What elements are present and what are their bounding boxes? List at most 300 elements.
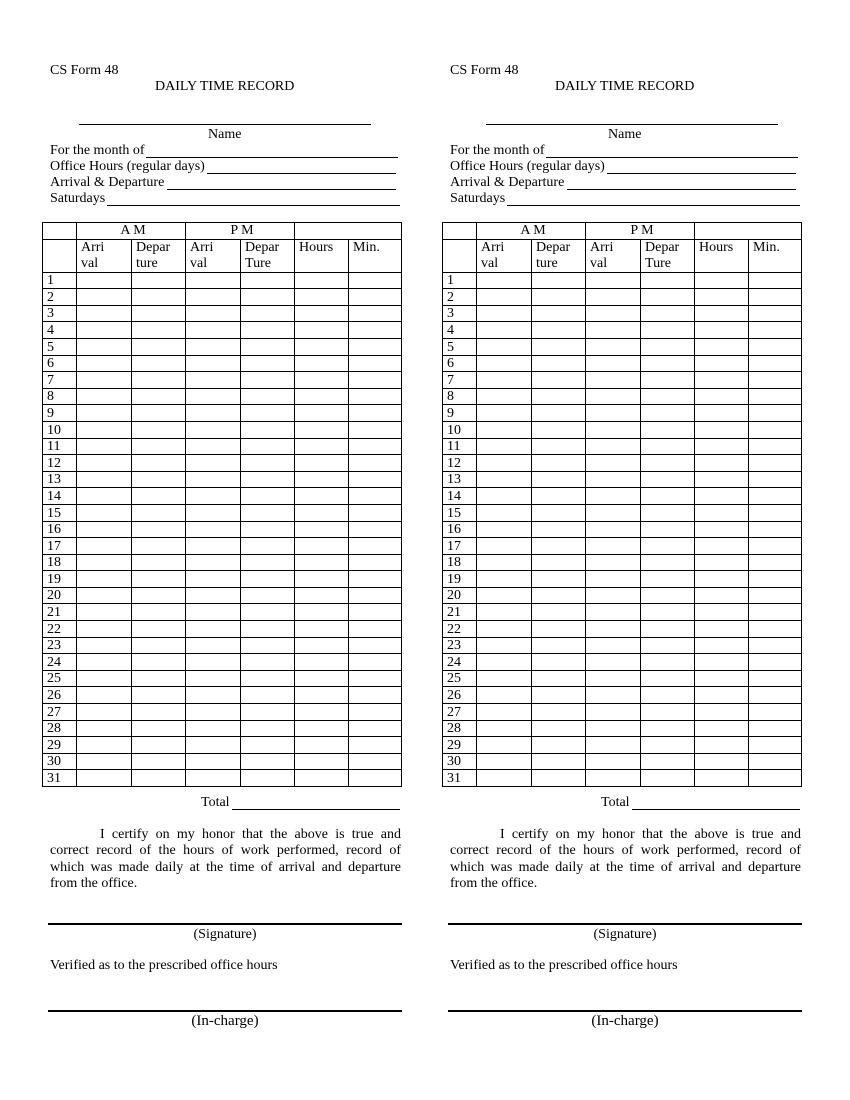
am-departure-cell[interactable] [132, 554, 186, 571]
am-departure-cell[interactable] [132, 687, 186, 704]
minutes-cell[interactable] [349, 753, 402, 770]
minutes-cell[interactable] [749, 438, 802, 455]
hours-cell[interactable] [695, 770, 749, 787]
total-field[interactable] [632, 809, 800, 810]
am-arrival-cell[interactable] [477, 488, 532, 505]
minutes-cell[interactable] [349, 670, 402, 687]
pm-arrival-cell[interactable] [586, 571, 641, 588]
minutes-cell[interactable] [349, 571, 402, 588]
am-departure-cell[interactable] [132, 770, 186, 787]
am-arrival-cell[interactable] [77, 587, 132, 604]
pm-departure-cell[interactable] [241, 455, 295, 472]
minutes-cell[interactable] [349, 488, 402, 505]
pm-departure-cell[interactable] [241, 554, 295, 571]
minutes-cell[interactable] [749, 554, 802, 571]
signature-line[interactable] [48, 923, 402, 925]
am-departure-cell[interactable] [132, 571, 186, 588]
am-departure-cell[interactable] [132, 670, 186, 687]
am-departure-cell[interactable] [132, 654, 186, 671]
pm-arrival-cell[interactable] [186, 687, 241, 704]
am-departure-cell[interactable] [532, 372, 586, 389]
pm-departure-cell[interactable] [641, 637, 695, 654]
pm-departure-cell[interactable] [241, 687, 295, 704]
pm-departure-cell[interactable] [641, 504, 695, 521]
am-departure-cell[interactable] [532, 322, 586, 339]
minutes-cell[interactable] [749, 372, 802, 389]
pm-departure-cell[interactable] [241, 704, 295, 721]
am-arrival-cell[interactable] [77, 571, 132, 588]
am-departure-cell[interactable] [532, 521, 586, 538]
am-departure-cell[interactable] [132, 737, 186, 754]
am-departure-cell[interactable] [532, 753, 586, 770]
pm-arrival-cell[interactable] [186, 720, 241, 737]
pm-arrival-cell[interactable] [586, 388, 641, 405]
minutes-cell[interactable] [749, 272, 802, 289]
pm-departure-cell[interactable] [641, 587, 695, 604]
minutes-cell[interactable] [749, 488, 802, 505]
hours-cell[interactable] [295, 554, 349, 571]
pm-arrival-cell[interactable] [186, 538, 241, 555]
incharge-line[interactable] [448, 1010, 802, 1012]
hours-cell[interactable] [295, 338, 349, 355]
am-arrival-cell[interactable] [77, 753, 132, 770]
am-departure-cell[interactable] [132, 488, 186, 505]
am-arrival-cell[interactable] [77, 538, 132, 555]
am-arrival-cell[interactable] [477, 322, 532, 339]
minutes-cell[interactable] [349, 521, 402, 538]
pm-departure-cell[interactable] [241, 372, 295, 389]
pm-departure-cell[interactable] [641, 737, 695, 754]
am-departure-cell[interactable] [532, 388, 586, 405]
hours-cell[interactable] [695, 554, 749, 571]
am-departure-cell[interactable] [532, 770, 586, 787]
pm-arrival-cell[interactable] [186, 438, 241, 455]
pm-arrival-cell[interactable] [186, 704, 241, 721]
am-arrival-cell[interactable] [77, 455, 132, 472]
hours-cell[interactable] [295, 305, 349, 322]
hours-cell[interactable] [295, 421, 349, 438]
pm-arrival-cell[interactable] [186, 521, 241, 538]
am-arrival-cell[interactable] [477, 338, 532, 355]
hours-cell[interactable] [695, 388, 749, 405]
am-arrival-cell[interactable] [477, 471, 532, 488]
am-departure-cell[interactable] [532, 604, 586, 621]
pm-arrival-cell[interactable] [186, 637, 241, 654]
hours-cell[interactable] [295, 637, 349, 654]
pm-arrival-cell[interactable] [186, 621, 241, 638]
saturdays-field[interactable] [107, 205, 400, 206]
minutes-cell[interactable] [349, 355, 402, 372]
pm-arrival-cell[interactable] [586, 289, 641, 306]
pm-departure-cell[interactable] [241, 604, 295, 621]
hours-cell[interactable] [695, 737, 749, 754]
am-departure-cell[interactable] [132, 405, 186, 422]
pm-departure-cell[interactable] [241, 538, 295, 555]
pm-arrival-cell[interactable] [586, 455, 641, 472]
pm-departure-cell[interactable] [241, 405, 295, 422]
pm-arrival-cell[interactable] [586, 421, 641, 438]
pm-arrival-cell[interactable] [586, 272, 641, 289]
pm-departure-cell[interactable] [241, 571, 295, 588]
pm-arrival-cell[interactable] [186, 604, 241, 621]
pm-departure-cell[interactable] [641, 272, 695, 289]
pm-departure-cell[interactable] [241, 421, 295, 438]
pm-arrival-cell[interactable] [186, 770, 241, 787]
pm-departure-cell[interactable] [641, 654, 695, 671]
pm-departure-cell[interactable] [641, 571, 695, 588]
minutes-cell[interactable] [749, 737, 802, 754]
pm-arrival-cell[interactable] [586, 538, 641, 555]
pm-arrival-cell[interactable] [186, 554, 241, 571]
pm-departure-cell[interactable] [241, 753, 295, 770]
pm-departure-cell[interactable] [641, 405, 695, 422]
am-arrival-cell[interactable] [477, 604, 532, 621]
pm-arrival-cell[interactable] [186, 272, 241, 289]
incharge-line[interactable] [48, 1010, 402, 1012]
total-field[interactable] [232, 809, 400, 810]
pm-departure-cell[interactable] [641, 372, 695, 389]
pm-arrival-cell[interactable] [586, 704, 641, 721]
hours-cell[interactable] [295, 289, 349, 306]
am-departure-cell[interactable] [532, 587, 586, 604]
pm-departure-cell[interactable] [241, 355, 295, 372]
hours-cell[interactable] [295, 587, 349, 604]
am-departure-cell[interactable] [132, 372, 186, 389]
pm-departure-cell[interactable] [641, 770, 695, 787]
hours-cell[interactable] [295, 538, 349, 555]
am-departure-cell[interactable] [132, 704, 186, 721]
pm-departure-cell[interactable] [641, 720, 695, 737]
minutes-cell[interactable] [749, 521, 802, 538]
pm-departure-cell[interactable] [241, 305, 295, 322]
am-departure-cell[interactable] [132, 538, 186, 555]
hours-cell[interactable] [295, 355, 349, 372]
month-field[interactable] [146, 157, 398, 158]
pm-departure-cell[interactable] [641, 455, 695, 472]
hours-cell[interactable] [695, 438, 749, 455]
minutes-cell[interactable] [349, 538, 402, 555]
hours-cell[interactable] [695, 322, 749, 339]
am-arrival-cell[interactable] [477, 720, 532, 737]
minutes-cell[interactable] [749, 704, 802, 721]
hours-cell[interactable] [295, 372, 349, 389]
hours-cell[interactable] [295, 770, 349, 787]
hours-cell[interactable] [695, 571, 749, 588]
minutes-cell[interactable] [749, 421, 802, 438]
am-departure-cell[interactable] [532, 538, 586, 555]
am-arrival-cell[interactable] [477, 554, 532, 571]
pm-arrival-cell[interactable] [186, 355, 241, 372]
minutes-cell[interactable] [749, 504, 802, 521]
am-departure-cell[interactable] [132, 720, 186, 737]
minutes-cell[interactable] [749, 388, 802, 405]
am-arrival-cell[interactable] [477, 421, 532, 438]
pm-arrival-cell[interactable] [186, 471, 241, 488]
office-hours-field[interactable] [607, 173, 796, 174]
am-departure-cell[interactable] [532, 405, 586, 422]
minutes-cell[interactable] [349, 289, 402, 306]
hours-cell[interactable] [295, 670, 349, 687]
am-departure-cell[interactable] [532, 421, 586, 438]
am-arrival-cell[interactable] [77, 637, 132, 654]
minutes-cell[interactable] [349, 372, 402, 389]
pm-arrival-cell[interactable] [586, 554, 641, 571]
pm-arrival-cell[interactable] [586, 753, 641, 770]
am-arrival-cell[interactable] [77, 372, 132, 389]
minutes-cell[interactable] [349, 504, 402, 521]
am-arrival-cell[interactable] [77, 388, 132, 405]
minutes-cell[interactable] [349, 471, 402, 488]
hours-cell[interactable] [295, 753, 349, 770]
hours-cell[interactable] [695, 621, 749, 638]
minutes-cell[interactable] [349, 604, 402, 621]
pm-departure-cell[interactable] [641, 488, 695, 505]
am-departure-cell[interactable] [532, 554, 586, 571]
am-arrival-cell[interactable] [477, 438, 532, 455]
pm-arrival-cell[interactable] [186, 571, 241, 588]
am-arrival-cell[interactable] [477, 654, 532, 671]
pm-departure-cell[interactable] [241, 438, 295, 455]
pm-departure-cell[interactable] [241, 272, 295, 289]
am-departure-cell[interactable] [532, 289, 586, 306]
am-departure-cell[interactable] [532, 455, 586, 472]
minutes-cell[interactable] [349, 720, 402, 737]
hours-cell[interactable] [695, 305, 749, 322]
pm-arrival-cell[interactable] [586, 720, 641, 737]
am-arrival-cell[interactable] [77, 338, 132, 355]
am-arrival-cell[interactable] [77, 471, 132, 488]
pm-arrival-cell[interactable] [186, 670, 241, 687]
hours-cell[interactable] [695, 504, 749, 521]
am-departure-cell[interactable] [532, 637, 586, 654]
hours-cell[interactable] [295, 455, 349, 472]
minutes-cell[interactable] [349, 272, 402, 289]
minutes-cell[interactable] [749, 637, 802, 654]
am-departure-cell[interactable] [132, 455, 186, 472]
minutes-cell[interactable] [749, 753, 802, 770]
minutes-cell[interactable] [749, 538, 802, 555]
hours-cell[interactable] [295, 438, 349, 455]
pm-departure-cell[interactable] [641, 538, 695, 555]
minutes-cell[interactable] [349, 587, 402, 604]
minutes-cell[interactable] [349, 704, 402, 721]
pm-arrival-cell[interactable] [586, 521, 641, 538]
minutes-cell[interactable] [749, 604, 802, 621]
am-arrival-cell[interactable] [477, 504, 532, 521]
minutes-cell[interactable] [349, 388, 402, 405]
minutes-cell[interactable] [749, 587, 802, 604]
pm-arrival-cell[interactable] [186, 405, 241, 422]
minutes-cell[interactable] [349, 405, 402, 422]
pm-arrival-cell[interactable] [586, 488, 641, 505]
am-arrival-cell[interactable] [477, 372, 532, 389]
hours-cell[interactable] [295, 704, 349, 721]
hours-cell[interactable] [295, 720, 349, 737]
pm-departure-cell[interactable] [641, 305, 695, 322]
minutes-cell[interactable] [349, 687, 402, 704]
am-arrival-cell[interactable] [77, 654, 132, 671]
pm-arrival-cell[interactable] [586, 604, 641, 621]
month-field[interactable] [546, 157, 798, 158]
pm-departure-cell[interactable] [241, 770, 295, 787]
pm-departure-cell[interactable] [241, 670, 295, 687]
hours-cell[interactable] [695, 488, 749, 505]
am-departure-cell[interactable] [532, 687, 586, 704]
am-arrival-cell[interactable] [477, 272, 532, 289]
hours-cell[interactable] [695, 338, 749, 355]
am-arrival-cell[interactable] [77, 504, 132, 521]
am-arrival-cell[interactable] [77, 554, 132, 571]
hours-cell[interactable] [695, 637, 749, 654]
am-arrival-cell[interactable] [77, 322, 132, 339]
hours-cell[interactable] [695, 687, 749, 704]
pm-departure-cell[interactable] [241, 289, 295, 306]
pm-arrival-cell[interactable] [586, 372, 641, 389]
pm-departure-cell[interactable] [241, 654, 295, 671]
minutes-cell[interactable] [749, 289, 802, 306]
am-departure-cell[interactable] [132, 637, 186, 654]
pm-arrival-cell[interactable] [186, 654, 241, 671]
pm-arrival-cell[interactable] [586, 621, 641, 638]
hours-cell[interactable] [295, 272, 349, 289]
hours-cell[interactable] [695, 670, 749, 687]
am-departure-cell[interactable] [532, 621, 586, 638]
pm-departure-cell[interactable] [241, 488, 295, 505]
hours-cell[interactable] [695, 405, 749, 422]
am-arrival-cell[interactable] [77, 305, 132, 322]
pm-arrival-cell[interactable] [186, 587, 241, 604]
am-arrival-cell[interactable] [77, 720, 132, 737]
am-departure-cell[interactable] [132, 322, 186, 339]
pm-departure-cell[interactable] [641, 421, 695, 438]
minutes-cell[interactable] [349, 421, 402, 438]
am-arrival-cell[interactable] [477, 538, 532, 555]
pm-departure-cell[interactable] [241, 338, 295, 355]
am-arrival-cell[interactable] [477, 704, 532, 721]
name-field[interactable] [79, 124, 371, 125]
am-arrival-cell[interactable] [77, 438, 132, 455]
pm-arrival-cell[interactable] [586, 504, 641, 521]
am-departure-cell[interactable] [132, 438, 186, 455]
name-field[interactable] [486, 124, 778, 125]
am-departure-cell[interactable] [532, 504, 586, 521]
minutes-cell[interactable] [349, 737, 402, 754]
hours-cell[interactable] [695, 272, 749, 289]
am-departure-cell[interactable] [132, 421, 186, 438]
minutes-cell[interactable] [749, 355, 802, 372]
pm-arrival-cell[interactable] [586, 770, 641, 787]
am-departure-cell[interactable] [532, 670, 586, 687]
am-departure-cell[interactable] [132, 587, 186, 604]
hours-cell[interactable] [695, 471, 749, 488]
pm-departure-cell[interactable] [641, 338, 695, 355]
hours-cell[interactable] [295, 488, 349, 505]
minutes-cell[interactable] [749, 770, 802, 787]
am-departure-cell[interactable] [532, 704, 586, 721]
pm-departure-cell[interactable] [241, 587, 295, 604]
am-arrival-cell[interactable] [77, 670, 132, 687]
am-departure-cell[interactable] [132, 305, 186, 322]
hours-cell[interactable] [695, 704, 749, 721]
am-arrival-cell[interactable] [477, 289, 532, 306]
arrival-departure-field[interactable] [167, 189, 396, 190]
pm-departure-cell[interactable] [641, 687, 695, 704]
pm-arrival-cell[interactable] [186, 737, 241, 754]
minutes-cell[interactable] [749, 720, 802, 737]
pm-departure-cell[interactable] [641, 388, 695, 405]
am-arrival-cell[interactable] [477, 621, 532, 638]
pm-arrival-cell[interactable] [586, 670, 641, 687]
pm-departure-cell[interactable] [241, 322, 295, 339]
pm-departure-cell[interactable] [241, 471, 295, 488]
pm-departure-cell[interactable] [641, 704, 695, 721]
hours-cell[interactable] [695, 753, 749, 770]
pm-departure-cell[interactable] [641, 554, 695, 571]
hours-cell[interactable] [295, 621, 349, 638]
hours-cell[interactable] [695, 289, 749, 306]
am-departure-cell[interactable] [532, 272, 586, 289]
minutes-cell[interactable] [349, 438, 402, 455]
am-departure-cell[interactable] [132, 338, 186, 355]
hours-cell[interactable] [295, 604, 349, 621]
minutes-cell[interactable] [349, 637, 402, 654]
am-departure-cell[interactable] [132, 471, 186, 488]
pm-arrival-cell[interactable] [586, 305, 641, 322]
am-arrival-cell[interactable] [477, 637, 532, 654]
am-arrival-cell[interactable] [477, 770, 532, 787]
hours-cell[interactable] [695, 372, 749, 389]
arrival-departure-field[interactable] [567, 189, 796, 190]
am-departure-cell[interactable] [132, 272, 186, 289]
pm-departure-cell[interactable] [641, 621, 695, 638]
hours-cell[interactable] [295, 654, 349, 671]
hours-cell[interactable] [295, 504, 349, 521]
minutes-cell[interactable] [349, 654, 402, 671]
am-arrival-cell[interactable] [77, 289, 132, 306]
pm-departure-cell[interactable] [241, 621, 295, 638]
hours-cell[interactable] [295, 737, 349, 754]
pm-departure-cell[interactable] [241, 737, 295, 754]
am-departure-cell[interactable] [532, 720, 586, 737]
minutes-cell[interactable] [349, 554, 402, 571]
minutes-cell[interactable] [749, 621, 802, 638]
am-arrival-cell[interactable] [77, 621, 132, 638]
am-arrival-cell[interactable] [77, 704, 132, 721]
am-arrival-cell[interactable] [477, 687, 532, 704]
am-arrival-cell[interactable] [477, 388, 532, 405]
am-arrival-cell[interactable] [77, 272, 132, 289]
pm-departure-cell[interactable] [641, 438, 695, 455]
am-departure-cell[interactable] [132, 289, 186, 306]
am-arrival-cell[interactable] [477, 521, 532, 538]
hours-cell[interactable] [695, 587, 749, 604]
minutes-cell[interactable] [749, 654, 802, 671]
minutes-cell[interactable] [349, 305, 402, 322]
pm-departure-cell[interactable] [641, 753, 695, 770]
am-departure-cell[interactable] [532, 355, 586, 372]
hours-cell[interactable] [695, 455, 749, 472]
am-departure-cell[interactable] [132, 604, 186, 621]
minutes-cell[interactable] [749, 687, 802, 704]
pm-arrival-cell[interactable] [586, 438, 641, 455]
pm-departure-cell[interactable] [241, 504, 295, 521]
hours-cell[interactable] [695, 521, 749, 538]
am-arrival-cell[interactable] [477, 305, 532, 322]
pm-arrival-cell[interactable] [186, 455, 241, 472]
am-arrival-cell[interactable] [77, 737, 132, 754]
minutes-cell[interactable] [349, 770, 402, 787]
am-arrival-cell[interactable] [477, 587, 532, 604]
